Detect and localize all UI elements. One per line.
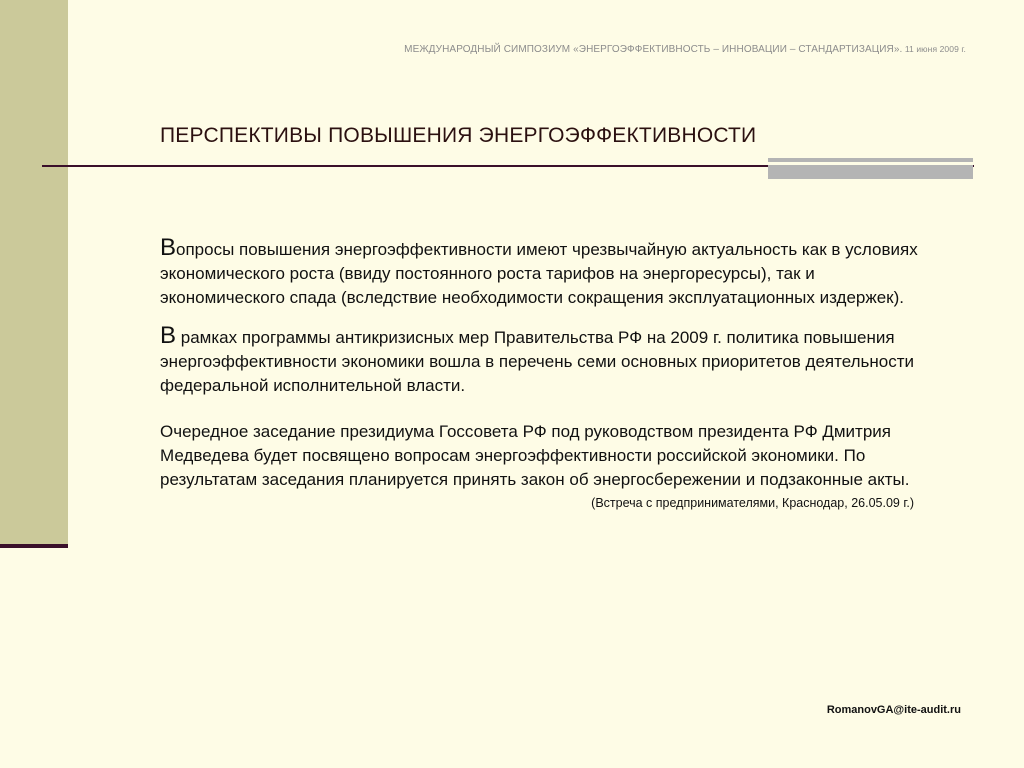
contact-email: RomanovGA@ite-audit.ru xyxy=(826,704,961,716)
paragraph-3: Очередное заседание президиума Госсовета РФ под руководством президента РФ Дмитрия Медведева будет посвящено вопросам энергоэффективности российской экономики. По результатам заседания планируется принять закон об энергосбережении и подзаконные акты. xyxy=(160,422,910,489)
left-decorative-bar xyxy=(0,0,68,548)
paragraph-2 xyxy=(160,324,930,398)
paragraph-2-initial: В xyxy=(160,322,177,349)
slide-content xyxy=(160,236,930,511)
citation: (Встреча с предпринимателями, Краснодар, 26.05.09 г.) xyxy=(591,496,914,510)
left-bar-accent-line xyxy=(0,544,68,548)
paragraph-1 xyxy=(160,236,930,310)
header-date: 11 июня 2009 г. xyxy=(902,44,966,54)
header-text: МЕЖДУНАРОДНЫЙ СИМПОЗИУМ «ЭНЕРГОЭФФЕКТИВНОСТЬ – ИННОВАЦИИ – СТАНДАРТИЗАЦИЯ». xyxy=(404,44,903,55)
decorative-gray-block xyxy=(768,158,973,179)
symposium-header xyxy=(404,44,966,55)
slide-title: ПЕРСПЕКТИВЫ ПОВЫШЕНИЯ ЭНЕРГОЭФФЕКТИВНОСТИ xyxy=(160,124,757,147)
paragraph-2-text: рамках программы антикризисных мер Правительства РФ на 2009 г. политика повышения энергоэффективности экономики вошла в перечень семи основных приоритетов деятельности федеральной исполнительной власти. xyxy=(160,328,914,395)
paragraph-1-initial: В xyxy=(160,234,177,261)
paragraph-1-text: опросы повышения энергоэффективности имеют чрезвычайную актуальность как в условиях экономического роста (ввиду постоянного роста тарифов на энергоресурсы), так и экономического спада (вследствие необходимости сокращения эксплуатационных издержек). xyxy=(160,240,918,307)
